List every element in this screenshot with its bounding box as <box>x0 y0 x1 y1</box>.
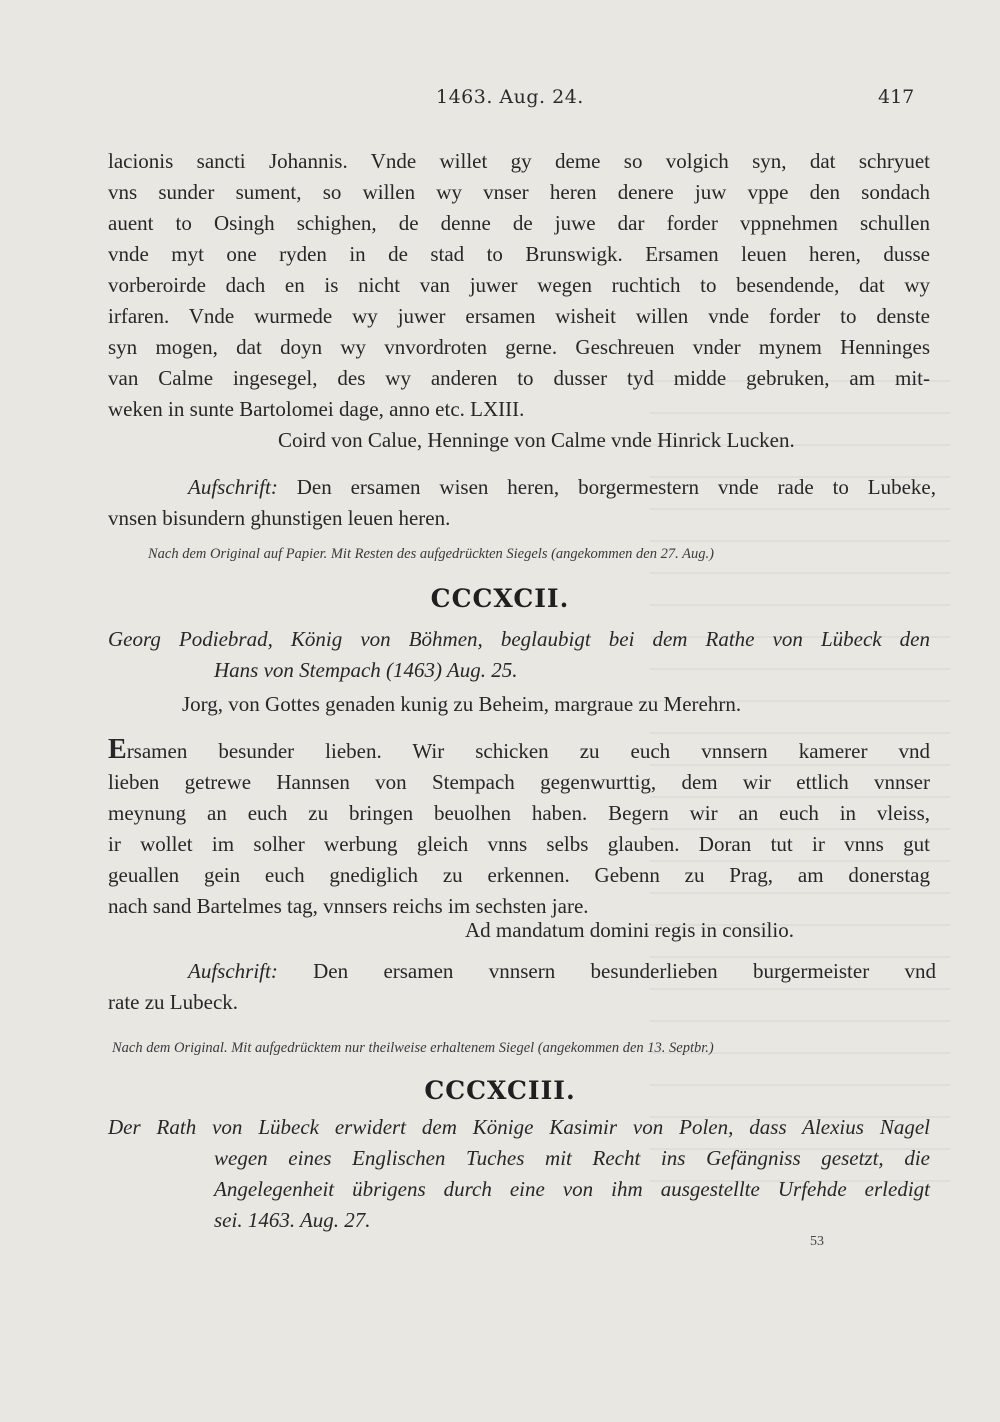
text-line: vnde myt one ryden in de stad to Brunswigk. Ersamen leuen heren, dusse <box>108 242 930 266</box>
signature-mark: 53 <box>810 1234 824 1249</box>
source-note: Nach dem Original. Mit aufgedrücktem nur theilweise erhaltenem Siegel (angekommen den 13. Septbr.) <box>112 1040 714 1056</box>
page-number: 417 <box>878 86 915 108</box>
address-text: Den ersamen wisen heren, borgermestern vnde rade to Lubeke, <box>296 475 937 499</box>
text-line: auent to Osingh schighen, de denne de juwe dar forder vppnehmen schullen <box>108 211 930 235</box>
text-line: vorberoirde dach en is nicht van juwer wegen ruchtich to besendende, dat wy <box>108 273 930 297</box>
address-line: rate zu Lubeck. <box>108 990 239 1014</box>
address-line <box>108 956 936 987</box>
regest-line: Georg Podiebrad, König von Böhmen, beglaubigt bei dem Rathe von Lübeck den <box>108 627 930 651</box>
address-label: Aufschrift: <box>188 959 278 983</box>
source-note: Nach dem Original auf Papier. Mit Resten des aufgedrückten Siegels (angekommen den 27. Aug.) <box>148 546 714 562</box>
address-text: Den ersamen vnnsern besunderlieben burgermeister vnd <box>313 959 936 983</box>
letter-address <box>108 472 936 534</box>
header-date: 1463. Aug. 24. <box>436 86 584 108</box>
text-line: weken in sunte Bartolomei dage, anno etc. LXIII. <box>108 397 525 421</box>
intitulatio: Jorg, von Gottes genaden kunig zu Beheim, margraue zu Merehrn. <box>182 692 742 716</box>
letter-address <box>108 956 936 1018</box>
initial-letter: E <box>108 734 127 765</box>
regest-line: Hans von Stempach (1463) Aug. 25. <box>214 658 518 682</box>
text-line: irfaren. Vnde wurmede wy juwer ersamen wisheit willen vnde forder to denste <box>108 304 930 328</box>
text-line <box>108 734 930 767</box>
regest-line: Angelegenheit übrigens durch eine von ihm ausgestellte Urfehde erledigt <box>214 1177 930 1201</box>
address-line <box>108 472 936 503</box>
document-number: CCCXCIII. <box>424 1076 576 1105</box>
subscription: Ad mandatum domini regis in consilio. <box>465 918 794 942</box>
address-label: Aufschrift: <box>188 475 278 499</box>
document-regest <box>108 624 930 686</box>
address-line: vnsen bisundern ghunstigen leuen heren. <box>108 506 451 530</box>
text-line: syn mogen, dat doyn wy vnvordroten gerne. Geschreuen vnder mynem Henninges <box>108 335 930 359</box>
text-line: lieben getrewe Hannsen von Stempach gegenwurttig, dem wir ettlich vnnser <box>108 770 930 794</box>
running-header <box>0 86 1000 116</box>
regest-line: wegen eines Englischen Tuches mit Recht ins Gefängniss gesetzt, die <box>214 1146 930 1170</box>
document-regest <box>108 1112 930 1236</box>
text-line: geuallen gein euch gnediglich zu erkennen. Gebenn zu Prag, am donerstag <box>108 863 930 887</box>
text-line: meynung an euch zu bringen beuolhen haben. Begern wir an euch in vleiss, <box>108 801 930 825</box>
document-number: CCCXCII. <box>430 584 570 613</box>
text-line: nach sand Bartelmes tag, vnnsers reichs im sechsten jare. <box>108 894 589 918</box>
letter-body <box>108 734 930 922</box>
regest-line: Der Rath von Lübeck erwidert dem Könige Kasimir von Polen, dass Alexius Nagel <box>108 1115 930 1139</box>
letter-body <box>108 146 930 425</box>
text-line: ir wollet im solher werbung gleich vnns selbs glauben. Doran tut ir vnns gut <box>108 832 930 856</box>
letter-signature: Coird von Calue, Henninge von Calme vnde Hinrick Lucken. <box>278 428 795 452</box>
text-line: vns sunder sument, so willen wy vnser heren denere juw vppe den sondach <box>108 180 930 204</box>
regest-line: sei. 1463. Aug. 27. <box>214 1208 371 1232</box>
first-line-text: rsamen besunder lieben. Wir schicken zu euch vnnsern kamerer vnd <box>126 739 930 763</box>
text-line: lacionis sancti Johannis. Vnde willet gy deme so volgich syn, dat schryuet <box>108 149 930 173</box>
text-line: van Calme ingesegel, des wy anderen to dusser tyd midde gebruken, am mit- <box>108 366 930 390</box>
